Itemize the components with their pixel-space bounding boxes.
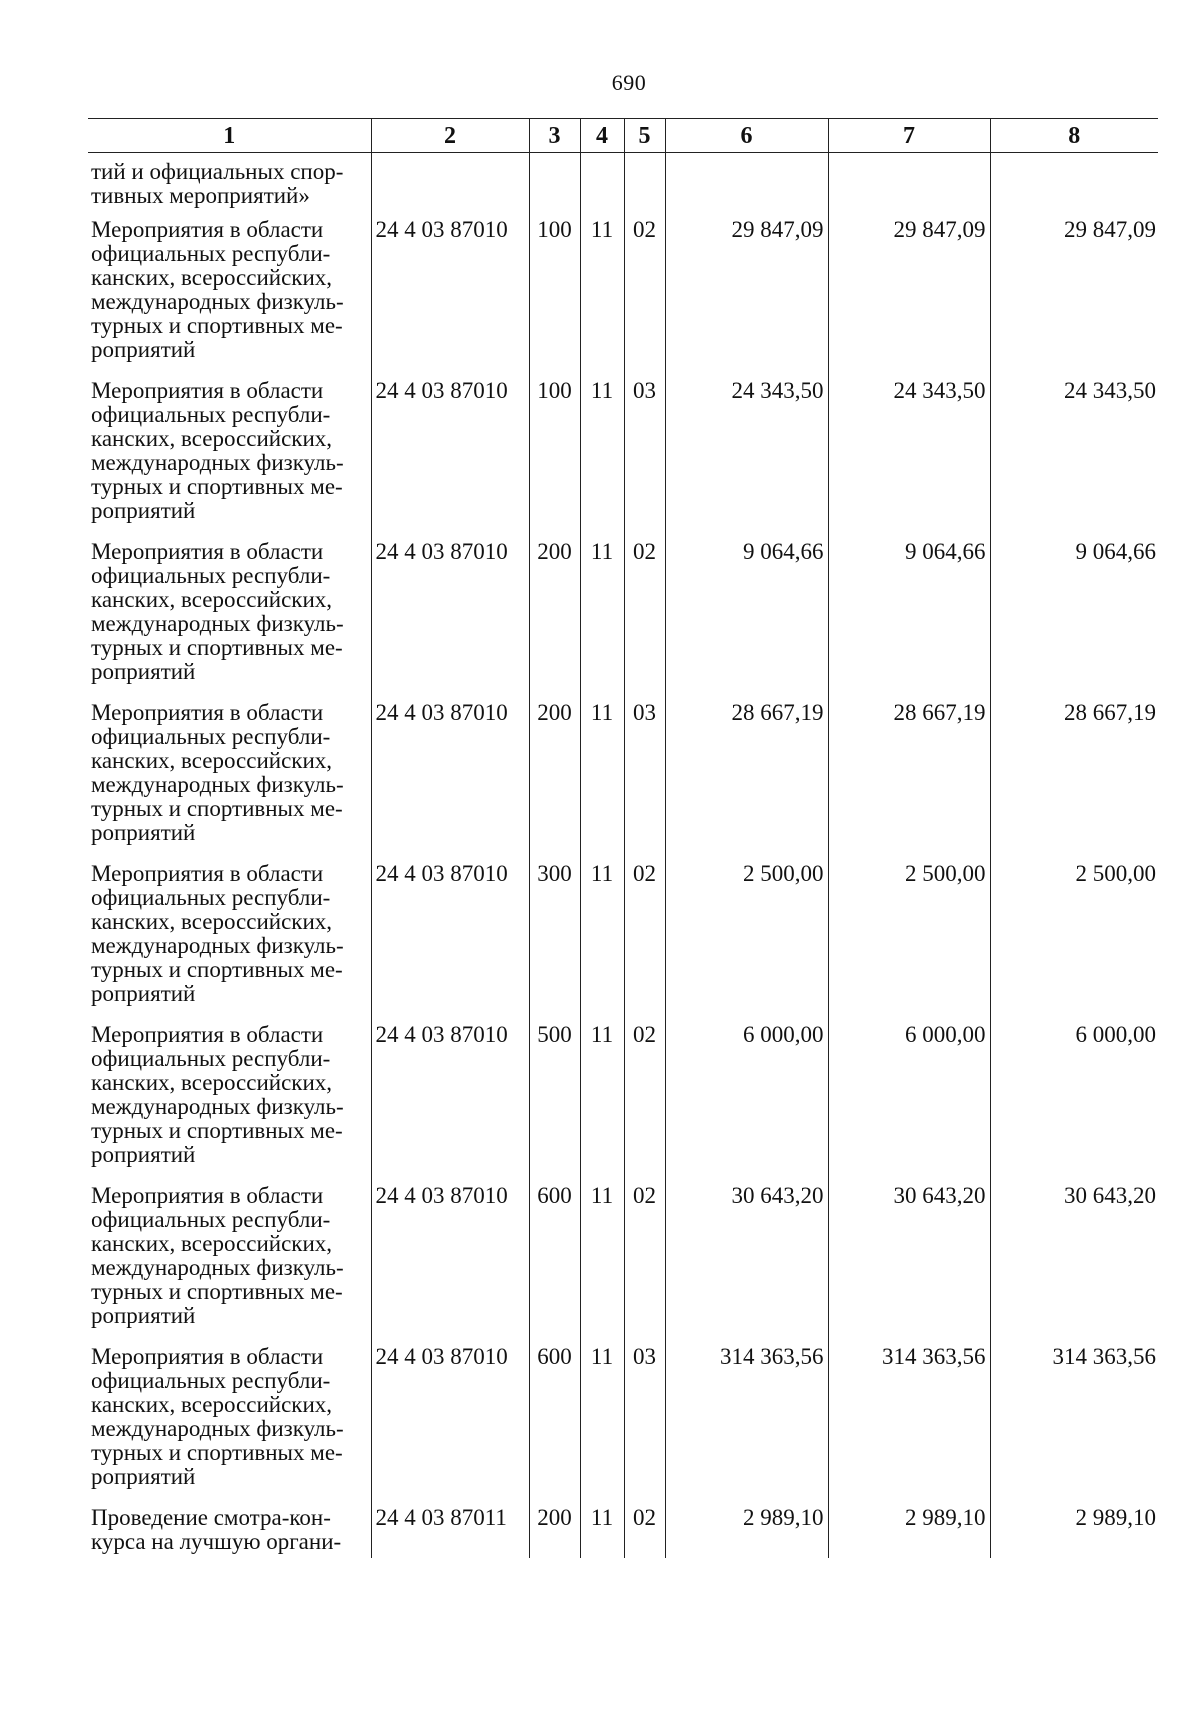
table-row [88,1016,1158,1177]
name-line: международных физкуль- [91,289,344,314]
table-row [88,855,1158,1016]
name-line: Мероприятия в области [91,539,324,564]
c4-cell: 11 [580,211,624,372]
row-name-cell [88,533,371,694]
amount-cell: 6 000,00 [665,1016,828,1177]
name-line: тивных мероприятий» [91,183,310,208]
name-line: официальных республи- [91,1368,331,1393]
c3-cell: 600 [529,1338,580,1499]
amount-cell: 9 064,66 [990,533,1158,694]
table-row [88,1499,1158,1558]
row-name-cell [88,153,371,212]
code-cell: 24 4 03 87010 [371,1338,529,1499]
amount-cell: 29 847,09 [665,211,828,372]
c5-cell: 02 [624,211,665,372]
amount-cell: 2 989,10 [990,1499,1158,1558]
name-line: Мероприятия в области [91,1183,324,1208]
name-line: канских, всероссийских, [91,265,333,290]
name-line: роприятий [91,820,196,845]
name-line: международных физкуль- [91,772,344,797]
row-name-cell [88,855,371,1016]
name-line: официальных республи- [91,885,331,910]
name-line: роприятий [91,498,196,523]
name-line: официальных республи- [91,241,331,266]
name-line: турных и спортивных ме- [91,1440,343,1465]
row-name-cell [88,1016,371,1177]
name-line: тий и официальных спор- [91,159,344,184]
name-line: международных физкуль- [91,611,344,636]
name-line: международных физкуль- [91,450,344,475]
name-line: официальных республи- [91,1046,331,1071]
name-line: официальных республи- [91,402,331,427]
name-line: Мероприятия в области [91,1022,324,1047]
amount-cell: 9 064,66 [665,533,828,694]
code-cell: 24 4 03 87010 [371,1016,529,1177]
table-row [88,1177,1158,1338]
name-line: канских, всероссийских, [91,1070,333,1095]
table-row [88,211,1158,372]
c3-cell: 200 [529,694,580,855]
c5-cell: 02 [624,855,665,1016]
amount-cell: 29 847,09 [828,211,990,372]
column-header: 3 [529,119,580,153]
row-name-cell [88,694,371,855]
amount-cell: 314 363,56 [665,1338,828,1499]
c4-cell: 11 [580,1177,624,1338]
row-name-cell [88,211,371,372]
amount-cell: 28 667,19 [828,694,990,855]
name-line: роприятий [91,659,196,684]
column-header: 6 [665,119,828,153]
c3-cell: 100 [529,372,580,533]
name-line: роприятий [91,337,196,362]
name-line: канских, всероссийских, [91,587,333,612]
name-line: Проведение смотра-кон- [91,1505,331,1530]
amount-cell: 9 064,66 [828,533,990,694]
name-line: канских, всероссийских, [91,748,333,773]
amount-cell: 30 643,20 [665,1177,828,1338]
column-header: 8 [990,119,1158,153]
column-header: 5 [624,119,665,153]
page-number: 690 [611,70,647,95]
name-line: Мероприятия в области [91,217,324,242]
amount-cell: 24 343,50 [990,372,1158,533]
code-cell: 24 4 03 87010 [371,694,529,855]
name-line: курса на лучшую органи- [91,1529,342,1554]
c5-cell: 03 [624,1338,665,1499]
c4-cell: 11 [580,533,624,694]
amount-cell: 24 343,50 [828,372,990,533]
c5-cell: 02 [624,1016,665,1177]
name-line: канских, всероссийских, [91,426,333,451]
name-line: Мероприятия в области [91,861,324,886]
c4-cell: 11 [580,855,624,1016]
c3-cell: 600 [529,1177,580,1338]
name-line: турных и спортивных ме- [91,957,343,982]
table-row [88,1338,1158,1499]
name-line: канских, всероссийских, [91,1392,333,1417]
name-line: роприятий [91,981,196,1006]
c4-cell: 11 [580,372,624,533]
code-cell: 24 4 03 87010 [371,1177,529,1338]
c5-cell: 02 [624,1177,665,1338]
name-line: турных и спортивных ме- [91,796,343,821]
row-name-cell [88,1338,371,1499]
name-line: Мероприятия в области [91,1344,324,1369]
code-cell: 24 4 03 87010 [371,372,529,533]
header-row [88,119,1158,153]
name-line: роприятий [91,1464,196,1489]
c4-cell: 11 [580,694,624,855]
c4-cell [580,153,624,212]
amount-cell [990,153,1158,212]
column-header: 2 [371,119,529,153]
amount-cell: 6 000,00 [990,1016,1158,1177]
name-line: турных и спортивных ме- [91,313,343,338]
name-line: турных и спортивных ме- [91,474,343,499]
code-cell: 24 4 03 87010 [371,533,529,694]
amount-cell: 24 343,50 [665,372,828,533]
name-line: турных и спортивных ме- [91,635,343,660]
name-line: официальных республи- [91,563,331,588]
row-name-cell [88,1499,371,1558]
amount-cell: 30 643,20 [990,1177,1158,1338]
name-line: канских, всероссийских, [91,1231,333,1256]
code-cell: 24 4 03 87010 [371,211,529,372]
code-cell [371,153,529,212]
amount-cell: 30 643,20 [828,1177,990,1338]
amount-cell: 2 989,10 [665,1499,828,1558]
name-line: Мероприятия в области [91,378,324,403]
name-line: турных и спортивных ме- [91,1118,343,1143]
amount-cell: 2 500,00 [828,855,990,1016]
name-line: международных физкуль- [91,1416,344,1441]
c5-cell: 02 [624,1499,665,1558]
c3-cell: 100 [529,211,580,372]
c4-cell: 11 [580,1499,624,1558]
name-line: международных физкуль- [91,1094,344,1119]
c4-cell: 11 [580,1016,624,1177]
c5-cell [624,153,665,212]
c3-cell [529,153,580,212]
amount-cell: 29 847,09 [990,211,1158,372]
amount-cell [828,153,990,212]
table-row-continuation [88,153,1158,212]
name-line: международных физкуль- [91,933,344,958]
c5-cell: 03 [624,372,665,533]
column-header: 4 [580,119,624,153]
name-line: международных физкуль- [91,1255,344,1280]
name-line: канских, всероссийских, [91,909,333,934]
table-row [88,372,1158,533]
row-name-cell [88,1177,371,1338]
amount-cell [665,153,828,212]
amount-cell: 6 000,00 [828,1016,990,1177]
amount-cell: 314 363,56 [828,1338,990,1499]
c5-cell: 03 [624,694,665,855]
table-row [88,694,1158,855]
amount-cell: 28 667,19 [990,694,1158,855]
name-line: роприятий [91,1303,196,1328]
code-cell: 24 4 03 87011 [371,1499,529,1558]
row-name-cell [88,372,371,533]
budget-table [88,118,1158,1558]
amount-cell: 2 989,10 [828,1499,990,1558]
table-row [88,533,1158,694]
column-header: 7 [828,119,990,153]
amount-cell: 2 500,00 [990,855,1158,1016]
code-cell: 24 4 03 87010 [371,855,529,1016]
c3-cell: 500 [529,1016,580,1177]
amount-cell: 2 500,00 [665,855,828,1016]
c3-cell: 200 [529,533,580,694]
c5-cell: 02 [624,533,665,694]
name-line: официальных республи- [91,724,331,749]
amount-cell: 314 363,56 [990,1338,1158,1499]
name-line: роприятий [91,1142,196,1167]
name-line: турных и спортивных ме- [91,1279,343,1304]
name-line: официальных республи- [91,1207,331,1232]
c4-cell: 11 [580,1338,624,1499]
column-header: 1 [88,119,371,153]
name-line: Мероприятия в области [91,700,324,725]
c3-cell: 200 [529,1499,580,1558]
amount-cell: 28 667,19 [665,694,828,855]
c3-cell: 300 [529,855,580,1016]
